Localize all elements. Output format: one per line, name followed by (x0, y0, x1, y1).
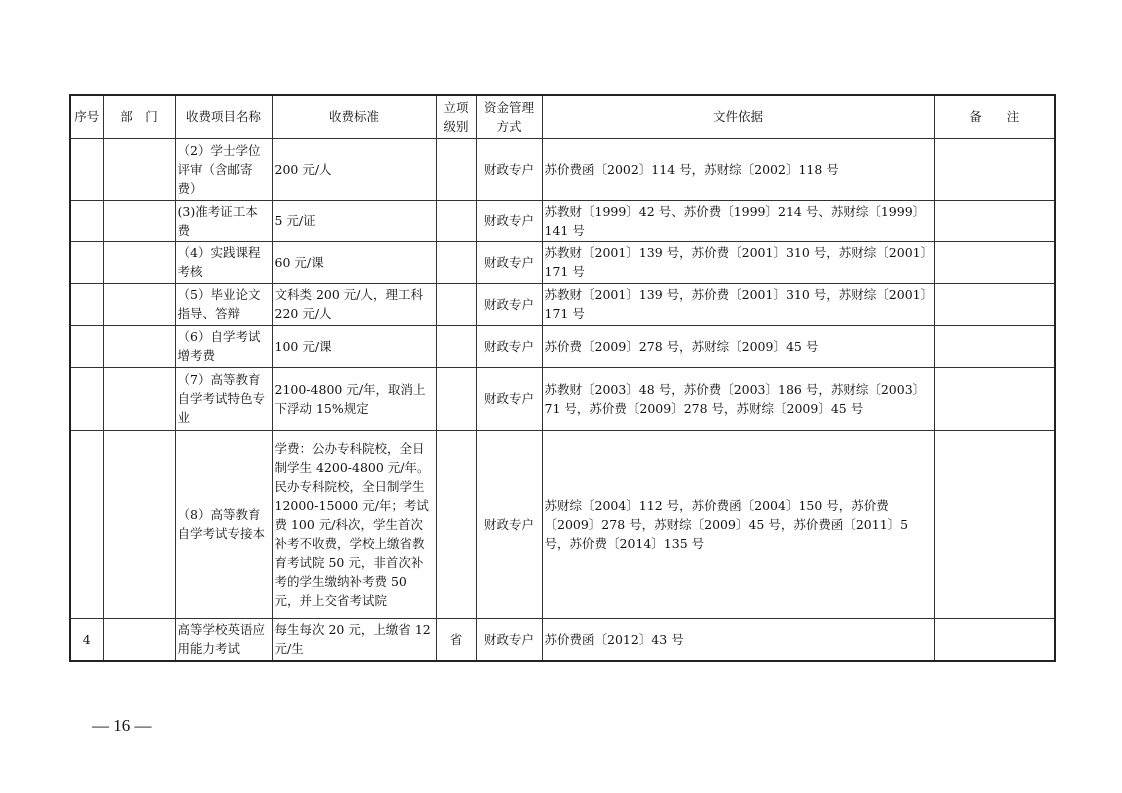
cell-item: （4）实践课程考核 (175, 241, 272, 283)
cell-dept (103, 430, 175, 618)
cell-item: （5）毕业论文指导、答辩 (175, 283, 272, 325)
cell-fund: 财政专户 (476, 618, 542, 661)
cell-seq (70, 138, 103, 200)
cell-seq (70, 367, 103, 430)
cell-dept (103, 325, 175, 367)
cell-remarks (934, 367, 1055, 430)
cell-level (436, 430, 476, 618)
cell-seq (70, 430, 103, 618)
header-fund-mgmt: 资金管理方式 (476, 95, 542, 138)
cell-seq (70, 241, 103, 283)
header-row (70, 95, 1055, 138)
cell-dept (103, 138, 175, 200)
cell-basis: 苏教财〔2001〕139 号，苏价费〔2001〕310 号，苏财综〔2001〕171 号 (542, 283, 934, 325)
cell-item: （7）高等教育自学考试特色专业 (175, 367, 272, 430)
cell-basis: 苏教财〔1999〕42 号、苏价费〔1999〕214 号、苏财综〔1999〕141 号 (542, 200, 934, 241)
cell-fund: 财政专户 (476, 430, 542, 618)
cell-dept (103, 241, 175, 283)
header-dept: 部 门 (103, 95, 175, 138)
header-remarks: 备 注 (934, 95, 1055, 138)
cell-remarks (934, 200, 1055, 241)
header-basis: 文件依据 (542, 95, 934, 138)
cell-dept (103, 367, 175, 430)
cell-remarks (934, 138, 1055, 200)
cell-level (436, 138, 476, 200)
cell-standard: 2100-4800 元/年，取消上下浮动 15%规定 (272, 367, 436, 430)
cell-standard: 200 元/人 (272, 138, 436, 200)
cell-level (436, 283, 476, 325)
page-number: — 16 — (92, 716, 152, 735)
cell-fund: 财政专户 (476, 200, 542, 241)
cell-remarks (934, 430, 1055, 618)
cell-basis: 苏价费〔2009〕278 号，苏财综〔2009〕45 号 (542, 325, 934, 367)
table-row (70, 283, 1055, 325)
cell-remarks (934, 241, 1055, 283)
cell-dept (103, 283, 175, 325)
cell-item: （2）学士学位评审（含邮寄费） (175, 138, 272, 200)
cell-standard: 每生每次 20 元，上缴省 12 元/生 (272, 618, 436, 661)
cell-level (436, 200, 476, 241)
fee-table (69, 94, 1056, 662)
cell-basis: 苏价费函〔2012〕43 号 (542, 618, 934, 661)
cell-standard: 100 元/课 (272, 325, 436, 367)
cell-standard: 文科类 200 元/人，理工科 220 元/人 (272, 283, 436, 325)
cell-remarks (934, 618, 1055, 661)
cell-fund: 财政专户 (476, 283, 542, 325)
cell-level (436, 367, 476, 430)
cell-item: （8）高等教育自学考试专接本 (175, 430, 272, 618)
cell-remarks (934, 325, 1055, 367)
cell-item: （6）自学考试增考费 (175, 325, 272, 367)
header-item-name: 收费项目名称 (175, 95, 272, 138)
table-row (70, 241, 1055, 283)
cell-basis: 苏教财〔2001〕139 号，苏价费〔2001〕310 号，苏财综〔2001〕171 号 (542, 241, 934, 283)
cell-item: (3)准考证工本费 (175, 200, 272, 241)
cell-level (436, 241, 476, 283)
cell-basis: 苏财综〔2004〕112 号，苏价费函〔2004〕150 号，苏价费〔2009〕278 号，苏财综〔2009〕45 号，苏价费函〔2011〕5 号，苏价费〔2014〕135 号 (542, 430, 934, 618)
cell-seq (70, 325, 103, 367)
table-row (70, 325, 1055, 367)
cell-dept (103, 200, 175, 241)
cell-fund: 财政专户 (476, 325, 542, 367)
header-standard: 收费标准 (272, 95, 436, 138)
table-row (70, 138, 1055, 200)
cell-fund: 财政专户 (476, 367, 542, 430)
table-row (70, 430, 1055, 618)
cell-remarks (934, 283, 1055, 325)
header-level: 立项级别 (436, 95, 476, 138)
cell-seq (70, 200, 103, 241)
cell-fund: 财政专户 (476, 138, 542, 200)
cell-level (436, 325, 476, 367)
cell-standard: 学费：公办专科院校，全日制学生 4200-4800 元/年。民办专科院校，全日制学生 12000-15000 元/年；考试费 100 元/科次，学生首次补考不收费，学校上缴省教育考试院 50 元，非首次补考的学生缴纳补考费 50 元，并上交省考试院 (272, 430, 436, 618)
header-seq: 序号 (70, 95, 103, 138)
cell-standard: 60 元/课 (272, 241, 436, 283)
cell-level: 省 (436, 618, 476, 661)
cell-fund: 财政专户 (476, 241, 542, 283)
cell-seq (70, 283, 103, 325)
table-row (70, 367, 1055, 430)
cell-dept (103, 618, 175, 661)
cell-basis: 苏教财〔2003〕48 号，苏价费〔2003〕186 号，苏财综〔2003〕71 号，苏价费〔2009〕278 号，苏财综〔2009〕45 号 (542, 367, 934, 430)
cell-basis: 苏价费函〔2002〕114 号，苏财综〔2002〕118 号 (542, 138, 934, 200)
table-row (70, 618, 1055, 661)
cell-standard: 5 元/证 (272, 200, 436, 241)
cell-item: 高等学校英语应用能力考试 (175, 618, 272, 661)
cell-seq: 4 (70, 618, 103, 661)
table-row (70, 200, 1055, 241)
